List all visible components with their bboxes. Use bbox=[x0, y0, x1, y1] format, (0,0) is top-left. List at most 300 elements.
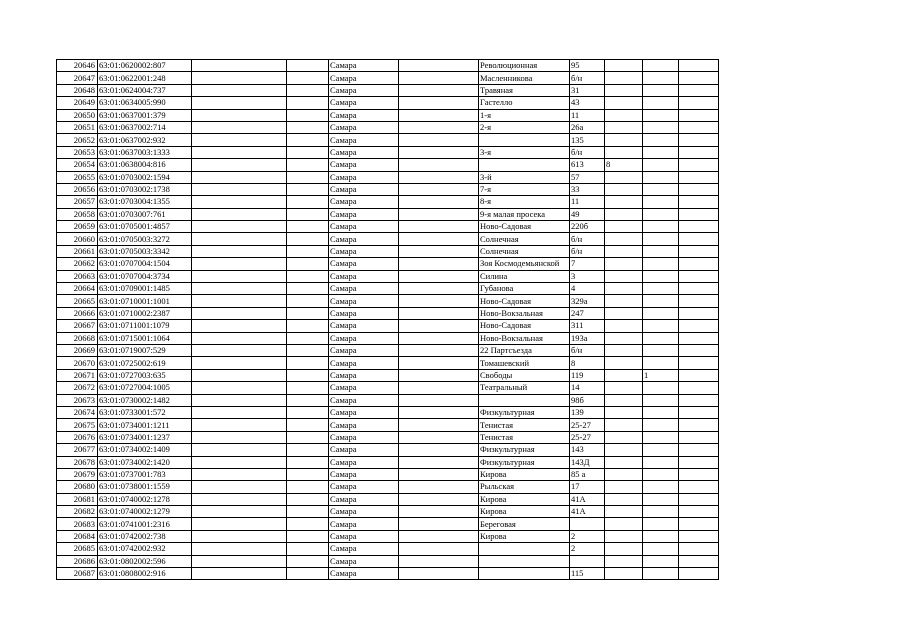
city-cell[interactable]: Самара bbox=[329, 543, 399, 555]
extra-cell[interactable] bbox=[643, 444, 679, 456]
extra-cell[interactable] bbox=[643, 233, 679, 245]
empty-cell[interactable] bbox=[399, 72, 479, 84]
empty-cell[interactable] bbox=[192, 543, 287, 555]
extra-cell[interactable] bbox=[605, 394, 643, 406]
extra-cell[interactable] bbox=[643, 97, 679, 109]
cadastral-number-cell[interactable]: 63:01:0734001:1211 bbox=[98, 419, 192, 431]
id-cell[interactable]: 20663 bbox=[57, 270, 98, 282]
extra-cell[interactable] bbox=[643, 159, 679, 171]
empty-cell[interactable] bbox=[679, 481, 719, 493]
empty-cell[interactable] bbox=[287, 159, 329, 171]
city-cell[interactable]: Самара bbox=[329, 60, 399, 72]
extra-cell[interactable] bbox=[605, 171, 643, 183]
cadastral-number-cell[interactable]: 63:01:0742002:738 bbox=[98, 530, 192, 542]
empty-cell[interactable] bbox=[679, 233, 719, 245]
city-cell[interactable]: Самара bbox=[329, 159, 399, 171]
extra-cell[interactable] bbox=[643, 468, 679, 480]
house-number-cell[interactable]: 193а bbox=[570, 332, 605, 344]
house-number-cell[interactable]: 8 bbox=[570, 357, 605, 369]
extra-cell[interactable] bbox=[643, 196, 679, 208]
city-cell[interactable]: Самара bbox=[329, 344, 399, 356]
city-cell[interactable]: Самара bbox=[329, 295, 399, 307]
empty-cell[interactable] bbox=[192, 146, 287, 158]
empty-cell[interactable] bbox=[192, 456, 287, 468]
empty-cell[interactable] bbox=[287, 518, 329, 530]
id-cell[interactable]: 20652 bbox=[57, 134, 98, 146]
extra-cell[interactable] bbox=[643, 406, 679, 418]
extra-cell[interactable]: 1 bbox=[643, 369, 679, 381]
empty-cell[interactable] bbox=[679, 134, 719, 146]
empty-cell[interactable] bbox=[287, 60, 329, 72]
extra-cell[interactable] bbox=[643, 295, 679, 307]
extra-cell[interactable] bbox=[643, 283, 679, 295]
empty-cell[interactable] bbox=[399, 183, 479, 195]
id-cell[interactable]: 20677 bbox=[57, 444, 98, 456]
empty-cell[interactable] bbox=[679, 221, 719, 233]
city-cell[interactable]: Самара bbox=[329, 382, 399, 394]
empty-cell[interactable] bbox=[287, 481, 329, 493]
extra-cell[interactable] bbox=[605, 419, 643, 431]
id-cell[interactable]: 20672 bbox=[57, 382, 98, 394]
cadastral-number-cell[interactable]: 63:01:0711001:1079 bbox=[98, 320, 192, 332]
empty-cell[interactable] bbox=[399, 258, 479, 270]
extra-cell[interactable] bbox=[605, 146, 643, 158]
empty-cell[interactable] bbox=[287, 72, 329, 84]
empty-cell[interactable] bbox=[399, 283, 479, 295]
empty-cell[interactable] bbox=[192, 307, 287, 319]
street-cell[interactable]: Солнечная bbox=[479, 245, 570, 257]
extra-cell[interactable] bbox=[605, 183, 643, 195]
empty-cell[interactable] bbox=[679, 530, 719, 542]
cadastral-number-cell[interactable]: 63:01:0740002:1278 bbox=[98, 493, 192, 505]
house-number-cell[interactable]: 11 bbox=[570, 109, 605, 121]
empty-cell[interactable] bbox=[192, 419, 287, 431]
empty-cell[interactable] bbox=[192, 159, 287, 171]
city-cell[interactable]: Самара bbox=[329, 221, 399, 233]
cadastral-number-cell[interactable]: 63:01:0710002:2387 bbox=[98, 307, 192, 319]
city-cell[interactable]: Самара bbox=[329, 444, 399, 456]
id-cell[interactable]: 20686 bbox=[57, 555, 98, 567]
street-cell[interactable]: Ново-Садовая bbox=[479, 221, 570, 233]
city-cell[interactable]: Самара bbox=[329, 121, 399, 133]
house-number-cell[interactable]: б/н bbox=[570, 233, 605, 245]
extra-cell[interactable]: 8 bbox=[605, 159, 643, 171]
extra-cell[interactable] bbox=[643, 208, 679, 220]
extra-cell[interactable] bbox=[643, 60, 679, 72]
city-cell[interactable]: Самара bbox=[329, 245, 399, 257]
empty-cell[interactable] bbox=[679, 258, 719, 270]
street-cell[interactable]: Кирова bbox=[479, 493, 570, 505]
house-number-cell[interactable]: 17 bbox=[570, 481, 605, 493]
street-cell[interactable]: Физкультурная bbox=[479, 406, 570, 418]
house-number-cell[interactable]: 43 bbox=[570, 97, 605, 109]
extra-cell[interactable] bbox=[605, 134, 643, 146]
empty-cell[interactable] bbox=[192, 270, 287, 282]
id-cell[interactable]: 20650 bbox=[57, 109, 98, 121]
extra-cell[interactable] bbox=[605, 406, 643, 418]
cadastral-number-cell[interactable]: 63:01:0734002:1420 bbox=[98, 456, 192, 468]
cadastral-number-cell[interactable]: 63:01:0727003:635 bbox=[98, 369, 192, 381]
empty-cell[interactable] bbox=[679, 146, 719, 158]
id-cell[interactable]: 20683 bbox=[57, 518, 98, 530]
street-cell[interactable]: Кирова bbox=[479, 530, 570, 542]
extra-cell[interactable] bbox=[605, 506, 643, 518]
house-number-cell[interactable]: б/н bbox=[570, 344, 605, 356]
house-number-cell[interactable]: 2 bbox=[570, 543, 605, 555]
street-cell[interactable]: Гастелло bbox=[479, 97, 570, 109]
empty-cell[interactable] bbox=[287, 134, 329, 146]
city-cell[interactable]: Самара bbox=[329, 431, 399, 443]
id-cell[interactable]: 20665 bbox=[57, 295, 98, 307]
street-cell[interactable]: Губанова bbox=[479, 283, 570, 295]
id-cell[interactable]: 20666 bbox=[57, 307, 98, 319]
house-number-cell[interactable]: 41А bbox=[570, 493, 605, 505]
empty-cell[interactable] bbox=[287, 183, 329, 195]
empty-cell[interactable] bbox=[287, 270, 329, 282]
street-cell[interactable]: Революционная bbox=[479, 60, 570, 72]
city-cell[interactable]: Самара bbox=[329, 369, 399, 381]
empty-cell[interactable] bbox=[679, 84, 719, 96]
cadastral-number-cell[interactable]: 63:01:0705003:3272 bbox=[98, 233, 192, 245]
cadastral-number-cell[interactable]: 63:01:0808002:916 bbox=[98, 568, 192, 580]
cadastral-number-cell[interactable]: 63:01:0727004:1005 bbox=[98, 382, 192, 394]
empty-cell[interactable] bbox=[399, 419, 479, 431]
city-cell[interactable]: Самара bbox=[329, 183, 399, 195]
house-number-cell[interactable]: 57 bbox=[570, 171, 605, 183]
empty-cell[interactable] bbox=[399, 121, 479, 133]
city-cell[interactable]: Самара bbox=[329, 530, 399, 542]
house-number-cell[interactable]: б/н bbox=[570, 72, 605, 84]
empty-cell[interactable] bbox=[287, 245, 329, 257]
empty-cell[interactable] bbox=[679, 394, 719, 406]
house-number-cell[interactable]: 26а bbox=[570, 121, 605, 133]
empty-cell[interactable] bbox=[679, 295, 719, 307]
street-cell[interactable]: Ново-Садовая bbox=[479, 320, 570, 332]
id-cell[interactable]: 20657 bbox=[57, 196, 98, 208]
empty-cell[interactable] bbox=[399, 382, 479, 394]
house-number-cell[interactable]: 25-27 bbox=[570, 419, 605, 431]
extra-cell[interactable] bbox=[605, 444, 643, 456]
empty-cell[interactable] bbox=[192, 568, 287, 580]
extra-cell[interactable] bbox=[643, 555, 679, 567]
empty-cell[interactable] bbox=[287, 344, 329, 356]
cadastral-number-cell[interactable]: 63:01:0637002:932 bbox=[98, 134, 192, 146]
street-cell[interactable]: 7-я bbox=[479, 183, 570, 195]
empty-cell[interactable] bbox=[399, 344, 479, 356]
cadastral-number-cell[interactable]: 63:01:0705001:4857 bbox=[98, 221, 192, 233]
empty-cell[interactable] bbox=[192, 530, 287, 542]
id-cell[interactable]: 20654 bbox=[57, 159, 98, 171]
street-cell[interactable]: Солнечная bbox=[479, 233, 570, 245]
city-cell[interactable]: Самара bbox=[329, 72, 399, 84]
house-number-cell[interactable]: б/н bbox=[570, 245, 605, 257]
empty-cell[interactable] bbox=[399, 493, 479, 505]
cadastral-number-cell[interactable]: 63:01:0703002:1594 bbox=[98, 171, 192, 183]
empty-cell[interactable] bbox=[287, 468, 329, 480]
street-cell[interactable]: Свободы bbox=[479, 369, 570, 381]
cadastral-number-cell[interactable]: 63:01:0705003:3342 bbox=[98, 245, 192, 257]
extra-cell[interactable] bbox=[605, 481, 643, 493]
extra-cell[interactable] bbox=[643, 506, 679, 518]
empty-cell[interactable] bbox=[679, 332, 719, 344]
cadastral-number-cell[interactable]: 63:01:0719007:529 bbox=[98, 344, 192, 356]
empty-cell[interactable] bbox=[679, 419, 719, 431]
cadastral-number-cell[interactable]: 63:01:0637001:379 bbox=[98, 109, 192, 121]
house-number-cell[interactable]: 115 bbox=[570, 568, 605, 580]
street-cell[interactable] bbox=[479, 134, 570, 146]
id-cell[interactable]: 20679 bbox=[57, 468, 98, 480]
empty-cell[interactable] bbox=[192, 221, 287, 233]
empty-cell[interactable] bbox=[287, 357, 329, 369]
extra-cell[interactable] bbox=[643, 72, 679, 84]
city-cell[interactable]: Самара bbox=[329, 332, 399, 344]
empty-cell[interactable] bbox=[679, 270, 719, 282]
empty-cell[interactable] bbox=[679, 431, 719, 443]
cadastral-number-cell[interactable]: 63:01:0637003:1333 bbox=[98, 146, 192, 158]
cadastral-number-cell[interactable]: 63:01:0703007:761 bbox=[98, 208, 192, 220]
house-number-cell[interactable]: 143Д bbox=[570, 456, 605, 468]
id-cell[interactable]: 20680 bbox=[57, 481, 98, 493]
empty-cell[interactable] bbox=[679, 60, 719, 72]
extra-cell[interactable] bbox=[643, 146, 679, 158]
empty-cell[interactable] bbox=[287, 568, 329, 580]
house-number-cell[interactable]: 143 bbox=[570, 444, 605, 456]
extra-cell[interactable] bbox=[605, 518, 643, 530]
street-cell[interactable]: Театральный bbox=[479, 382, 570, 394]
empty-cell[interactable] bbox=[287, 431, 329, 443]
empty-cell[interactable] bbox=[192, 444, 287, 456]
cadastral-number-cell[interactable]: 63:01:0622001:248 bbox=[98, 72, 192, 84]
id-cell[interactable]: 20668 bbox=[57, 332, 98, 344]
empty-cell[interactable] bbox=[192, 97, 287, 109]
empty-cell[interactable] bbox=[192, 555, 287, 567]
extra-cell[interactable] bbox=[605, 283, 643, 295]
house-number-cell[interactable] bbox=[570, 555, 605, 567]
empty-cell[interactable] bbox=[679, 406, 719, 418]
extra-cell[interactable] bbox=[605, 208, 643, 220]
empty-cell[interactable] bbox=[192, 295, 287, 307]
empty-cell[interactable] bbox=[192, 518, 287, 530]
house-number-cell[interactable]: 85 а bbox=[570, 468, 605, 480]
empty-cell[interactable] bbox=[399, 468, 479, 480]
empty-cell[interactable] bbox=[287, 121, 329, 133]
extra-cell[interactable] bbox=[643, 121, 679, 133]
empty-cell[interactable] bbox=[192, 506, 287, 518]
city-cell[interactable]: Самара bbox=[329, 307, 399, 319]
extra-cell[interactable] bbox=[643, 183, 679, 195]
empty-cell[interactable] bbox=[399, 320, 479, 332]
house-number-cell[interactable]: 3 bbox=[570, 270, 605, 282]
street-cell[interactable]: Зоя Космодемьянской bbox=[479, 258, 570, 270]
empty-cell[interactable] bbox=[679, 456, 719, 468]
extra-cell[interactable] bbox=[643, 332, 679, 344]
extra-cell[interactable] bbox=[643, 84, 679, 96]
extra-cell[interactable] bbox=[643, 456, 679, 468]
house-number-cell[interactable]: 25-27 bbox=[570, 431, 605, 443]
empty-cell[interactable] bbox=[287, 109, 329, 121]
city-cell[interactable]: Самара bbox=[329, 555, 399, 567]
extra-cell[interactable] bbox=[605, 357, 643, 369]
city-cell[interactable]: Самара bbox=[329, 196, 399, 208]
street-cell[interactable] bbox=[479, 159, 570, 171]
empty-cell[interactable] bbox=[399, 60, 479, 72]
city-cell[interactable]: Самара bbox=[329, 406, 399, 418]
empty-cell[interactable] bbox=[399, 456, 479, 468]
street-cell[interactable]: Силина bbox=[479, 270, 570, 282]
city-cell[interactable]: Самара bbox=[329, 518, 399, 530]
id-cell[interactable]: 20671 bbox=[57, 369, 98, 381]
empty-cell[interactable] bbox=[679, 196, 719, 208]
empty-cell[interactable] bbox=[679, 468, 719, 480]
empty-cell[interactable] bbox=[399, 270, 479, 282]
house-number-cell[interactable]: 95 bbox=[570, 60, 605, 72]
id-cell[interactable]: 20676 bbox=[57, 431, 98, 443]
cadastral-number-cell[interactable]: 63:01:0730002:1482 bbox=[98, 394, 192, 406]
empty-cell[interactable] bbox=[287, 84, 329, 96]
city-cell[interactable]: Самара bbox=[329, 283, 399, 295]
extra-cell[interactable] bbox=[605, 307, 643, 319]
id-cell[interactable]: 20648 bbox=[57, 84, 98, 96]
empty-cell[interactable] bbox=[399, 134, 479, 146]
empty-cell[interactable] bbox=[399, 481, 479, 493]
empty-cell[interactable] bbox=[192, 84, 287, 96]
id-cell[interactable]: 20655 bbox=[57, 171, 98, 183]
house-number-cell[interactable]: 31 bbox=[570, 84, 605, 96]
empty-cell[interactable] bbox=[679, 357, 719, 369]
cadastral-number-cell[interactable]: 63:01:0741001:2316 bbox=[98, 518, 192, 530]
house-number-cell[interactable]: 11 bbox=[570, 196, 605, 208]
cadastral-number-cell[interactable]: 63:01:0738001:1559 bbox=[98, 481, 192, 493]
empty-cell[interactable] bbox=[192, 245, 287, 257]
extra-cell[interactable] bbox=[605, 530, 643, 542]
cadastral-number-cell[interactable]: 63:01:0707004:3734 bbox=[98, 270, 192, 282]
empty-cell[interactable] bbox=[192, 344, 287, 356]
extra-cell[interactable] bbox=[643, 518, 679, 530]
house-number-cell[interactable]: 311 bbox=[570, 320, 605, 332]
empty-cell[interactable] bbox=[192, 233, 287, 245]
empty-cell[interactable] bbox=[192, 196, 287, 208]
street-cell[interactable] bbox=[479, 543, 570, 555]
id-cell[interactable]: 20658 bbox=[57, 208, 98, 220]
empty-cell[interactable] bbox=[679, 518, 719, 530]
house-number-cell[interactable]: 2 bbox=[570, 530, 605, 542]
id-cell[interactable]: 20660 bbox=[57, 233, 98, 245]
extra-cell[interactable] bbox=[605, 72, 643, 84]
empty-cell[interactable] bbox=[399, 369, 479, 381]
house-number-cell[interactable]: б/н bbox=[570, 146, 605, 158]
empty-cell[interactable] bbox=[399, 518, 479, 530]
empty-cell[interactable] bbox=[399, 196, 479, 208]
extra-cell[interactable] bbox=[643, 543, 679, 555]
extra-cell[interactable] bbox=[605, 493, 643, 505]
empty-cell[interactable] bbox=[287, 258, 329, 270]
city-cell[interactable]: Самара bbox=[329, 419, 399, 431]
city-cell[interactable]: Самара bbox=[329, 270, 399, 282]
city-cell[interactable]: Самара bbox=[329, 146, 399, 158]
extra-cell[interactable] bbox=[605, 332, 643, 344]
empty-cell[interactable] bbox=[399, 109, 479, 121]
empty-cell[interactable] bbox=[287, 221, 329, 233]
city-cell[interactable]: Самара bbox=[329, 134, 399, 146]
cadastral-number-cell[interactable]: 63:01:0637002:714 bbox=[98, 121, 192, 133]
empty-cell[interactable] bbox=[192, 60, 287, 72]
empty-cell[interactable] bbox=[399, 406, 479, 418]
empty-cell[interactable] bbox=[679, 555, 719, 567]
empty-cell[interactable] bbox=[679, 159, 719, 171]
street-cell[interactable]: 9-я малая просека bbox=[479, 208, 570, 220]
empty-cell[interactable] bbox=[192, 468, 287, 480]
empty-cell[interactable] bbox=[192, 258, 287, 270]
empty-cell[interactable] bbox=[399, 394, 479, 406]
city-cell[interactable]: Самара bbox=[329, 394, 399, 406]
street-cell[interactable]: Кирова bbox=[479, 468, 570, 480]
empty-cell[interactable] bbox=[192, 183, 287, 195]
empty-cell[interactable] bbox=[399, 307, 479, 319]
street-cell[interactable]: 2-я bbox=[479, 121, 570, 133]
extra-cell[interactable] bbox=[605, 233, 643, 245]
empty-cell[interactable] bbox=[287, 97, 329, 109]
cadastral-number-cell[interactable]: 63:01:0703002:1738 bbox=[98, 183, 192, 195]
id-cell[interactable]: 20656 bbox=[57, 183, 98, 195]
house-number-cell[interactable]: 49 bbox=[570, 208, 605, 220]
empty-cell[interactable] bbox=[399, 233, 479, 245]
empty-cell[interactable] bbox=[287, 369, 329, 381]
id-cell[interactable]: 20667 bbox=[57, 320, 98, 332]
empty-cell[interactable] bbox=[679, 97, 719, 109]
empty-cell[interactable] bbox=[399, 84, 479, 96]
empty-cell[interactable] bbox=[287, 382, 329, 394]
city-cell[interactable]: Самара bbox=[329, 171, 399, 183]
empty-cell[interactable] bbox=[399, 221, 479, 233]
extra-cell[interactable] bbox=[605, 221, 643, 233]
empty-cell[interactable] bbox=[192, 283, 287, 295]
street-cell[interactable]: 8-я bbox=[479, 196, 570, 208]
empty-cell[interactable] bbox=[192, 481, 287, 493]
extra-cell[interactable] bbox=[605, 245, 643, 257]
empty-cell[interactable] bbox=[192, 171, 287, 183]
extra-cell[interactable] bbox=[643, 394, 679, 406]
house-number-cell[interactable]: 329а bbox=[570, 295, 605, 307]
cadastral-number-cell[interactable]: 63:01:0709001:1485 bbox=[98, 283, 192, 295]
id-cell[interactable]: 20661 bbox=[57, 245, 98, 257]
empty-cell[interactable] bbox=[192, 208, 287, 220]
street-cell[interactable]: Ново-Садовая bbox=[479, 295, 570, 307]
empty-cell[interactable] bbox=[399, 568, 479, 580]
extra-cell[interactable] bbox=[605, 121, 643, 133]
empty-cell[interactable] bbox=[287, 196, 329, 208]
extra-cell[interactable] bbox=[643, 171, 679, 183]
city-cell[interactable]: Самара bbox=[329, 506, 399, 518]
extra-cell[interactable] bbox=[643, 357, 679, 369]
house-number-cell[interactable]: 7 bbox=[570, 258, 605, 270]
extra-cell[interactable] bbox=[605, 320, 643, 332]
empty-cell[interactable] bbox=[679, 208, 719, 220]
extra-cell[interactable] bbox=[643, 221, 679, 233]
extra-cell[interactable] bbox=[643, 419, 679, 431]
empty-cell[interactable] bbox=[399, 444, 479, 456]
empty-cell[interactable] bbox=[399, 357, 479, 369]
cadastral-number-cell[interactable]: 63:01:0624004:737 bbox=[98, 84, 192, 96]
extra-cell[interactable] bbox=[605, 456, 643, 468]
extra-cell[interactable] bbox=[605, 344, 643, 356]
house-number-cell[interactable]: 98б bbox=[570, 394, 605, 406]
empty-cell[interactable] bbox=[192, 320, 287, 332]
empty-cell[interactable] bbox=[679, 72, 719, 84]
street-cell[interactable]: Ново-Вокзальная bbox=[479, 307, 570, 319]
cadastral-number-cell[interactable]: 63:01:0634005:990 bbox=[98, 97, 192, 109]
extra-cell[interactable] bbox=[605, 196, 643, 208]
empty-cell[interactable] bbox=[287, 283, 329, 295]
